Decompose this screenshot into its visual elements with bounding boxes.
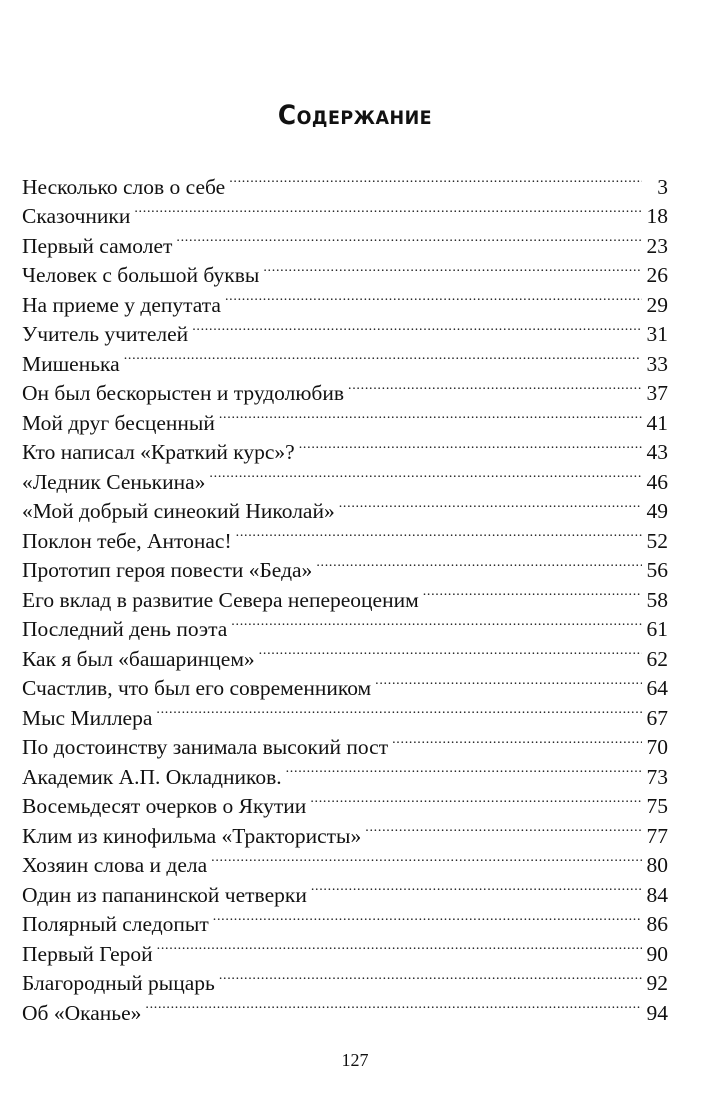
toc-entry-title: Один из папанинской четверки [22, 882, 307, 907]
toc-entry-page: 73 [646, 764, 668, 789]
page-title: Содержание [277, 100, 433, 131]
dot-leader [145, 990, 642, 1020]
dot-leader [263, 253, 642, 283]
toc-entry-page: 26 [646, 263, 668, 287]
toc-entry-title: Его вклад в развитие Севера непереоценим [22, 587, 419, 612]
toc-entry-page: 77 [646, 823, 668, 848]
dot-leader [219, 961, 642, 991]
dot-leader [339, 489, 642, 519]
toc-entry-page: 75 [646, 794, 668, 818]
toc-entry-title: Сказочники [22, 204, 131, 228]
dot-leader [157, 931, 642, 961]
toc-entry-title: «Мой добрый синеокий Николай» [22, 499, 335, 523]
dot-leader [365, 813, 642, 843]
toc-entry-page: 64 [646, 676, 668, 700]
toc-entry-page: 90 [646, 941, 668, 966]
toc-entry-page: 37 [646, 381, 668, 405]
toc-entry-title: Как я был «башаринцем» [22, 646, 255, 671]
toc-entry-page: 84 [646, 882, 668, 907]
toc-entry-title: Прототип героя повести «Беда» [22, 558, 313, 582]
toc-entry-page: 31 [646, 322, 668, 346]
toc-entry-title: Академик А.П. Окладников. [22, 764, 282, 789]
toc-entry-title: Последний день поэта [22, 617, 228, 641]
toc-entry-page: 92 [646, 971, 668, 995]
toc-entry-page: 18 [646, 204, 668, 228]
toc-entry-page: 62 [646, 646, 668, 671]
dot-leader [176, 223, 642, 253]
toc-entry-title: Он был бескорыстен и трудолюбив [22, 381, 345, 405]
dot-leader [124, 341, 642, 371]
toc-entry-title: Благородный рыцарь [22, 971, 215, 995]
toc-entry-page: 43 [646, 440, 668, 464]
dot-leader [219, 400, 642, 430]
toc-entry-page: 58 [646, 587, 668, 612]
toc-entry-title: Полярный следопыт [22, 912, 209, 936]
toc-entry-page: 49 [646, 499, 668, 523]
toc-entry-page: 80 [646, 853, 668, 877]
toc-entry-page: 41 [646, 410, 668, 435]
toc-entry-page: 33 [646, 351, 668, 376]
toc-entry-title: Несколько слов о себе [22, 174, 226, 199]
toc-entry-title: Об «Оканье» [22, 1000, 142, 1025]
toc-entry-page: 52 [646, 528, 668, 553]
toc-entry-page: 23 [646, 233, 668, 258]
dot-leader [392, 725, 642, 755]
toc-entry-title: Кто написал «Краткий курс»? [22, 440, 295, 464]
dot-leader [213, 902, 642, 932]
toc-entry-title: Первый самолет [22, 233, 173, 258]
toc-entry-title: Человек с большой буквы [22, 263, 260, 287]
toc-entry-title: По достоинству занимала высокий пост [22, 735, 389, 759]
dot-leader [229, 164, 642, 194]
toc-entry-title: Первый Герой [22, 941, 153, 966]
toc-entry-title: Учитель учителей [22, 322, 189, 346]
dot-leader [311, 872, 642, 902]
toc-entry-title: Восемьдесят очерков о Якутии [22, 794, 307, 818]
toc-entry-title: Мой друг бесценный [22, 410, 215, 435]
toc-entry-title: Хозяин слова и дела [22, 853, 208, 877]
toc-entry-page: 67 [646, 705, 668, 730]
toc-entry-title: Мишенька [22, 351, 120, 376]
dot-leader [259, 636, 642, 666]
toc-entry-title: Поклон тебе, Антонас! [22, 528, 232, 553]
dot-leader [375, 666, 642, 696]
toc-entry-page: 86 [646, 912, 668, 936]
toc-entry-title: Мыс Миллера [22, 705, 153, 730]
toc-entry [22, 164, 668, 199]
toc-entry-page: 94 [646, 1000, 668, 1025]
dot-leader [209, 459, 642, 489]
page-number: 127 [341, 1050, 369, 1070]
toc-entry-title: Счастлив, что был его современником [22, 676, 372, 700]
dot-leader [156, 695, 642, 725]
toc-entry-page: 3 [657, 174, 668, 199]
table-of-contents [22, 164, 668, 1025]
toc-entry-page: 29 [646, 292, 668, 317]
toc-entry-page: 70 [646, 735, 668, 759]
dot-leader [348, 371, 642, 401]
toc-entry-page: 56 [646, 558, 668, 582]
toc-entry-title: «Ледник Сенькина» [22, 469, 206, 494]
toc-entry-title: Клим из кинофильма «Трактористы» [22, 823, 362, 848]
dot-leader [231, 607, 642, 637]
dot-leader [192, 312, 642, 342]
dot-leader [286, 754, 642, 784]
toc-entry-page: 46 [646, 469, 668, 494]
dot-leader [134, 194, 642, 224]
dot-leader [423, 577, 642, 607]
dot-leader [211, 843, 642, 873]
toc-entry-title: На приеме у депутата [22, 292, 221, 317]
dot-leader [236, 518, 642, 548]
toc-entry-page: 61 [646, 617, 668, 641]
dot-leader [225, 282, 642, 312]
dot-leader [310, 784, 642, 814]
dot-leader [299, 430, 642, 460]
dot-leader [316, 548, 642, 578]
